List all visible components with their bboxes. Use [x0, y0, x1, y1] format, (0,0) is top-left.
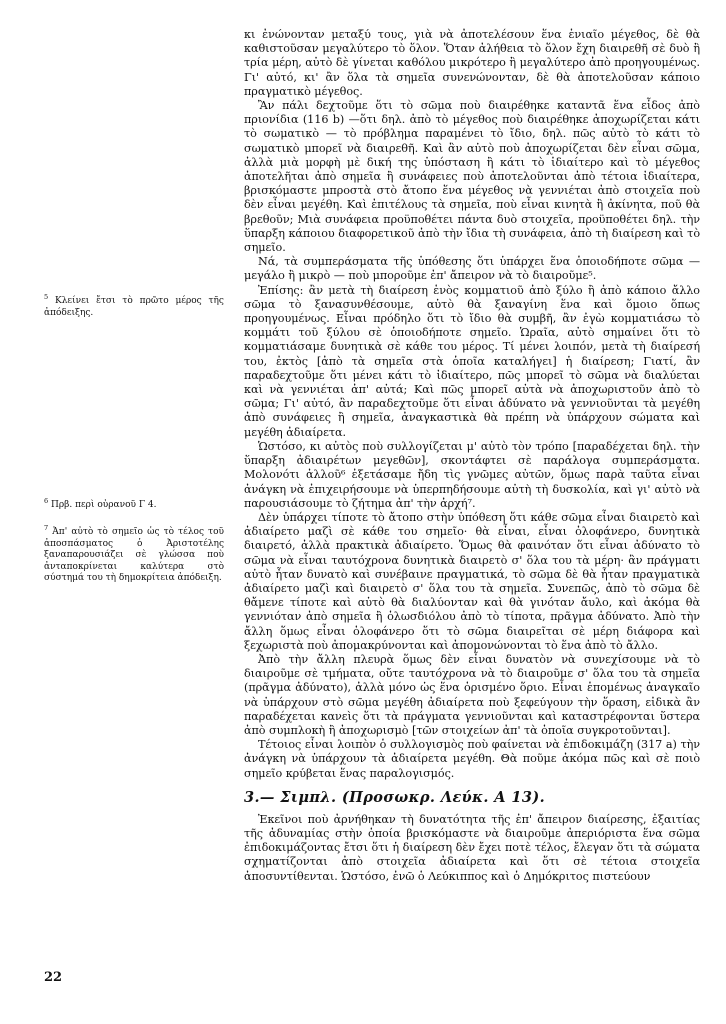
- paragraph: Νά, τὰ συμπεράσματα τῆς ὑπόθεσης ὅτι ὑπάρχει ἕνα ὁποιοδήποτε σῶμα — μεγάλο ἢ μικρὸ — ποὺ μποροῦμε ἐπ' ἄπειρον νὰ τὸ διαιροῦμε⁵.: [244, 255, 700, 283]
- footnote-7: [44, 523, 224, 585]
- footnote-5: [44, 292, 224, 319]
- footnote-mark: 5: [44, 293, 49, 301]
- paragraph: Ἐπίσης: ἂν μετὰ τὴ διαίρεση ἑνὸς κομματιοῦ ἀπὸ ξύλο ἢ ἀπὸ κάποιο ἄλλο σῶμα τὸ ξανασυνθέσουμε, αὐτὸ θὰ ξαναγίνη ἕνα καὶ ὅμοιο ὅπως προηγουμένως. Εἶναι πρόδηλο ὅτι τὸ ἴδιο θὰ συμβῆ, ἂν ἐγὼ κομματιάσω τὸ κομμάτι τοῦ ξύλου σὲ ὁποιοδήποτε σημεῖο. Ὡραῖα, αὐτὸ σημαίνει ὅτι τὸ κομματιάσαμε δυνητικὰ σὲ κάθε του μέρος. Τί μένει λοιπόν, μετὰ τὴ διαίρεσή του, ἐκτὸς [ἀπὸ τὰ σημεῖα στὰ ὁποῖα καταλήγει] ἡ διαίρεση; Γιατί, ἂν παραδεχτοῦμε ὅτι μένει κάτι τὸ ἰδιαίτερο, πῶς μπορεῖ τὸ σῶμα νὰ διαλύεται καὶ νὰ γεννιέται ἀπ' αὐτά; Καὶ πῶς μπορεῖ αὐτὰ νὰ ἀποχωριστοῦν ἀπὸ τὸ σῶμα; Γι' αὐτό, ἂν παραδεχτοῦμε ὅτι εἶναι ἀδύνατο νὰ γεννιοῦνται τὰ μεγέθη ἀπὸ συνάφειες ἢ σημεῖα, ἀναγκαστικὰ θὰ πρέπη νὰ ὑπάρχουν σώματα καὶ μεγέθη ἀδιαίρετα.: [244, 283, 700, 439]
- paragraph: Ἐκεῖνοι ποὺ ἀρνήθηκαν τὴ δυνατότητα τῆς ἐπ' ἄπειρον διαίρεσης, ἐξαιτίας τῆς ἀδυναμίας στὴν ὁποία βρισκόμαστε νὰ διαιροῦμε ἀπεριόριστα ἕνα σῶμα ἐπιδοκιμάζοντας ἔτσι ὅτι ἡ διαίρεση δὲν ἔχει ποτὲ τέλος, ἔλεγαν ὅτι τὰ σώματα σχηματίζονται ἀπὸ στοιχεῖα ἀδιαίρετα καὶ ὅτι σὲ τέτοια στοιχεῖα ἀποσυντίθενται. Ὡστόσο, ἐνῶ ὁ Λεύκιππος καὶ ὁ Δημόκριτος πιστεύουν: [244, 812, 700, 883]
- footnote-mark: 7: [44, 524, 49, 532]
- main-text-column: [244, 28, 700, 884]
- section-heading: 3.— Σιμπλ. (Προσωκρ. Λεύκ. Α 13).: [244, 788, 546, 806]
- footnote-text: Κλείνει ἔτσι τὸ πρῶτο μέρος τῆς ἀπόδειξης.: [44, 296, 224, 318]
- paragraph: Δὲν ὑπάρχει τίποτε τὸ ἄτοπο στὴν ὑπόθεση ὅτι κάθε σῶμα εἶναι διαιρετὸ καὶ ἀδιαίρετο μαζὶ σὲ κάθε του σημεῖο· θὰ εἶναι, εἶναι ὁλοφάνερο, δυνητικὰ διαιρετό, ἀλλὰ πρακτικὰ ἀδιαίρετο. Ὅμως θὰ φαινόταν ὅτι εἶναι ἀδύνατο τὸ σῶμα νὰ εἶναι ταυτόχρονα δυνητικὰ διαιρετὸ σ' ὅλα του τὰ μέρη· ἂν πράγματι αὐτὸ ἦταν δυνατὸ καὶ συνέβαινε πραγματικά, τὸ σῶμα δὲ θὰ ἦταν πραγματικὰ ἀδιαίρετο μαζὶ καὶ διαιρετὸ σ' ὅλα του τὰ σημεῖα. Συνεπῶς, ἀπὸ τὸ σῶμα δὲ θἄμενε τίποτε καὶ αὐτὸ θὰ διαλύονταν καὶ θὰ γινόταν ἄυλο, καὶ ἀκόμα θὰ γεννιόταν ἀπὸ σημεῖα ἢ ὁλωσδιόλου ἀπὸ τὸ τίποτα, πρᾶγμα ἀδύνατο. Ἀπὸ τὴν ἄλλη ὅμως εἶναι ὁλοφάνερο ὅτι τὸ σῶμα διαιρεῖται σὲ μέρη διάφορα καὶ ξεχωριστὰ ποὺ ἀπομακρύνονται καὶ ἀπομονώνονται τὸ ἕνα ἀπὸ τὸ ἄλλο.: [244, 510, 700, 652]
- paragraph: Ἂν πάλι δεχτοῦμε ὅτι τὸ σῶμα ποὺ διαιρέθηκε καταντᾶ ἕνα εἶδος ἀπὸ πριονίδια (116 b) —ὅτι δηλ. ἀπὸ τὸ μέγεθος ποὺ διαιρέθηκε ἀποχωρίζεται κάτι τὸ σωματικὸ — τὸ πρόβλημα παραμένει τὸ ἴδιο, δηλ. πῶς αὐτὸ τὸ κάτι τὸ σωματικὸ μπορεῖ νὰ διαιρεθῆ. Καὶ ἂν αὐτὸ ποὺ ἀποχωρίζεται δὲν εἶναι σῶμα, ἀλλὰ μιὰ μορφὴ μὲ δική της ὑπόσταση ἢ κάτι τὸ ἰδιαίτερο καὶ τὸ μέγεθος ἀποτελῆται ἀπὸ σημεῖα ἢ συνάφειες ποὺ ἀποτελοῦνται ἀπὸ τέτοια ἰδιαίτερα, βρισκόμαστε μπροστὰ στὸ ἄτοπο ἕνα μέγεθος νὰ γεννιέται ἀπὸ στοιχεῖα ποὺ δὲν εἶναι μεγέθη. Καὶ ἐπιτέλους τὰ σημεῖα, ποὺ εἶναι κινητὰ ἢ ἀκίνητα, ποῦ θὰ βρεθοῦν; Μιὰ συνάφεια προϋποθέτει πάντα δυὸ στοιχεῖα, προϋποθέτει δηλ. τὴν ὕπαρξη κάποιου διαφορετικοῦ ἀπὸ τὴν ἴδια τὴ συνάφεια, ἀπὸ τὴ διαίρεση καὶ τὸ σημεῖο.: [244, 99, 700, 255]
- footnote-text: Πρβ. περὶ οὐρανοῦ Γ 4.: [51, 500, 157, 510]
- page-number: 22: [44, 970, 63, 985]
- footnote-text: Ἀπ' αὐτὸ τὸ σημεῖο ὡς τὸ τέλος τοῦ ἀποσπάσματος ὁ Ἀριστοτέλης ξαναπαρουσιάζει σὲ γλώσσα ποὺ ἀνταποκρίνεται καλύτερα στὸ σύστημά του τὴ δημοκρίτεια ἀπόδειξη.: [44, 527, 224, 584]
- paragraph: Τέτοιος εἶναι λοιπὸν ὁ συλλογισμὸς ποὺ φαίνεται νὰ ἐπιδοκιμάζη (317 a) τὴν ἀνάγκη νὰ ὑπάρχουν τὰ ἀδιαίρετα μεγέθη. Θὰ ποῦμε ἀκόμα πῶς καὶ σὲ ποιὸ σημεῖο κρύβεται ἕνας παραλογισμός.: [244, 738, 700, 780]
- paragraph: Ἀπὸ τὴν ἄλλη πλευρὰ ὅμως δὲν εἶναι δυνατὸν νὰ συνεχίσουμε νὰ τὸ διαιροῦμε σὲ τμήματα, οὔτε ταυτόχρονα νὰ τὸ διαιροῦμε σ' ὅλα του τὰ σημεῖα (πρᾶγμα ἀδύνατο), ἀλλὰ μόνο ὡς ἕνα ὁρισμένο ὅριο. Εἶναι ἑπομένως ἀναγκαῖο νὰ ὑπάρχουν στὸ σῶμα μεγέθη ἀδιαίρετα ποὺ ξεφεύγουν τὴν ὅραση, εἰδικὰ ἂν παραδέχεται κανεὶς ὅτι τὰ πράγματα γεννιοῦνται καὶ καταστρέφονται ὕστερα ἀπὸ συμπλοκὴ ἢ ἀποχωρισμὸ [τῶν στοιχείων ἀπ' τὰ ὁποῖα συγκροτοῦνται].: [244, 652, 700, 737]
- footnote-6: [44, 496, 224, 512]
- paragraph: Ὡστόσο, κι αὐτὸς ποὺ συλλογίζεται μ' αὐτὸ τὸν τρόπο [παραδέχεται δηλ. τὴν ὕπαρξη ἀδιαιρέτων μεγεθῶν], σκοντάφτει σὲ παράλογα συμπεράσματα. Μολονότι ἀλλοῦ⁶ ἐξετάσαμε ἤδη τὶς γνῶμες αὐτῶν, ὅμως παρὰ ταῦτα εἶναι ἀνάγκη νὰ ἐπιχειρήσουμε νὰ ὑπερπηδήσουμε αὐτὴ τὴ δυσκολία, καὶ γι' αὐτὸ νὰ παρουσιάσουμε τὸ ζήτημα ἀπ' τὴν ἀρχή⁷.: [244, 439, 700, 510]
- footnote-mark: 6: [44, 497, 49, 505]
- paragraph: κι ἐνώνονταν μεταξύ τους, γιὰ νὰ ἀποτελέσουν ἕνα ἑνιαῖο μέγεθος, δὲ θὰ καθιστοῦσαν μεγαλύτερο τὸ ὅλον. Ὅταν ἀλήθεια τὸ ὅλον ἔχη διαιρεθῆ σὲ δυὸ ἢ τρία μέρη, αὐτὸ δὲ γίνεται καθόλου μικρότερο ἢ μεγαλύτερο ἀπὸ προηγουμένως. Γι' αὐτό, κι' ἂν ὅλα τὰ σημεῖα συνενώνονταν, δὲ θὰ ἀποτελοῦσαν κάποιο πραγματικὸ μέγεθος.: [244, 28, 700, 98]
